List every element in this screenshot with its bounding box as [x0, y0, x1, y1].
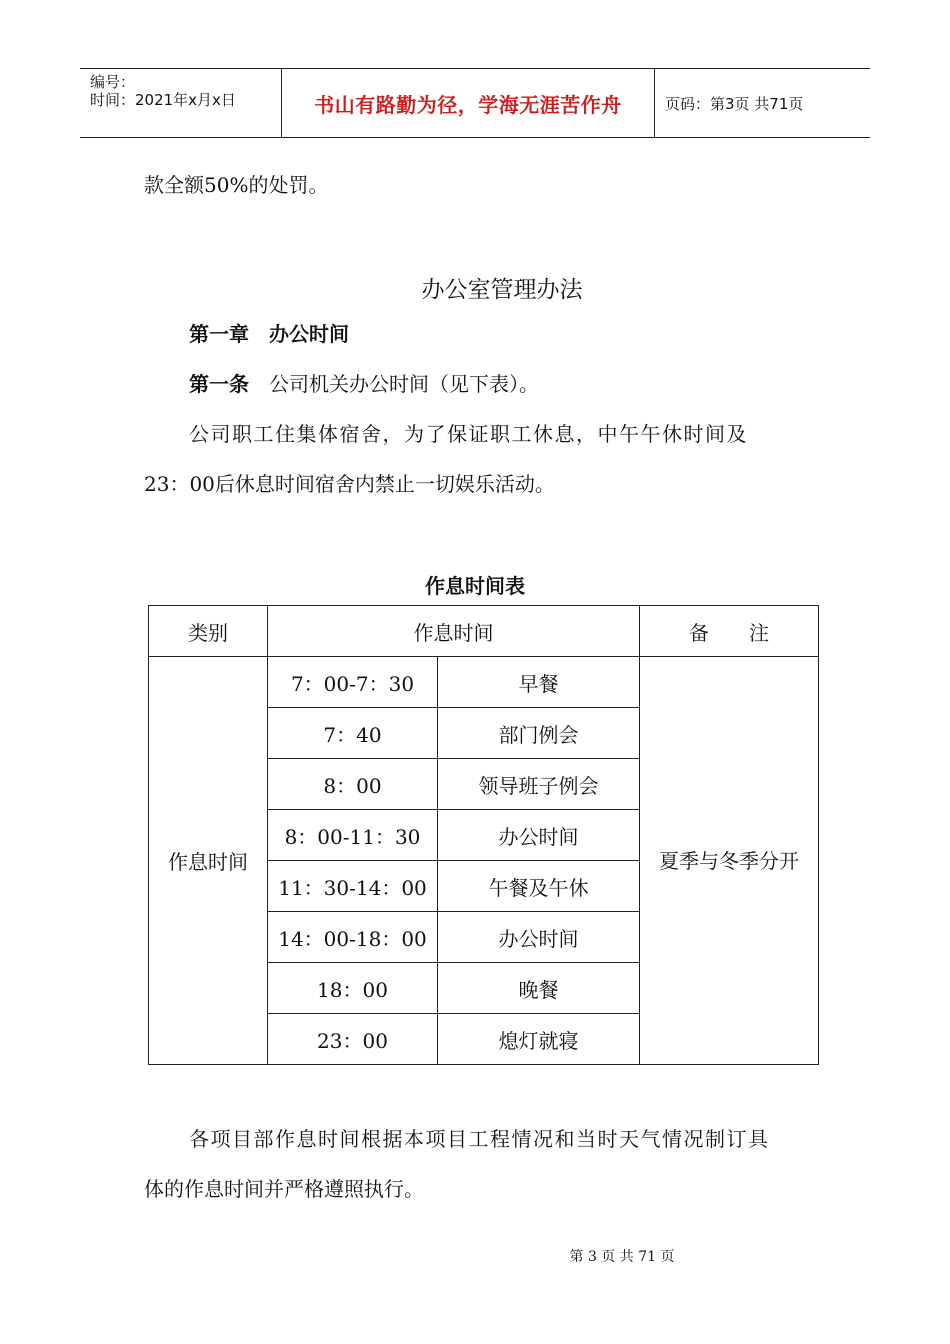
activity-cell: 办公时间	[438, 912, 640, 963]
header-motto: 书山有路勤为径，学海无涯苦作舟	[314, 92, 622, 117]
table-title: 作息时间表	[425, 574, 525, 598]
time-cell: 11：30-14：00	[268, 861, 438, 912]
table-row	[149, 657, 819, 708]
table-header-row	[149, 606, 819, 657]
paragraph-1-line-2: 23：00后休息时间宿舍内禁止一切娱乐活动。	[144, 472, 555, 496]
header-meta	[90, 73, 236, 109]
header-divider	[654, 69, 655, 137]
header-remark: 备 注	[640, 606, 819, 657]
paragraph-1-line-1: 公司职工住集体宿舍，为了保证职工休息，中午午休时间及	[189, 422, 748, 446]
document-title: 办公室管理办法	[421, 277, 583, 303]
time-cell: 23：00	[268, 1014, 438, 1065]
header-category: 类别	[149, 606, 268, 657]
document-header	[80, 68, 870, 138]
article-label: 第一条	[189, 372, 249, 396]
header-schedule: 作息时间	[268, 606, 640, 657]
time-cell: 18：00	[268, 963, 438, 1014]
paragraph-2-line-1: 各项目部作息时间根据本项目工程情况和当时天气情况制订具	[189, 1127, 770, 1151]
number-label: 编号：	[90, 73, 136, 91]
page-footer: 第 3 页 共 71 页	[569, 1249, 675, 1265]
time-cell: 7：40	[268, 708, 438, 759]
header-page-info: 页码：第3页 共71页	[665, 94, 804, 113]
time-cell: 8：00	[268, 759, 438, 810]
article-1	[189, 371, 539, 397]
continued-line: 款全额50%的处罚。	[144, 173, 329, 197]
activity-cell: 部门例会	[438, 708, 640, 759]
chapter-heading: 第一章 办公时间	[189, 322, 349, 346]
activity-cell: 晚餐	[438, 963, 640, 1014]
article-text: 公司机关办公时间（见下表）。	[269, 372, 539, 396]
activity-cell: 早餐	[438, 657, 640, 708]
time-label: 时间：2021年x月x日	[90, 91, 236, 109]
time-cell: 8：00-11：30	[268, 810, 438, 861]
activity-cell: 熄灯就寝	[438, 1014, 640, 1065]
time-cell: 14：00-18：00	[268, 912, 438, 963]
activity-cell: 午餐及午休	[438, 861, 640, 912]
activity-cell: 领导班子例会	[438, 759, 640, 810]
remark-cell: 夏季与冬季分开	[640, 657, 819, 1065]
time-cell: 7：00-7：30	[268, 657, 438, 708]
category-cell: 作息时间	[149, 657, 268, 1065]
schedule-table	[148, 605, 819, 1065]
paragraph-2-line-2: 体的作息时间并严格遵照执行。	[144, 1177, 424, 1201]
activity-cell: 办公时间	[438, 810, 640, 861]
